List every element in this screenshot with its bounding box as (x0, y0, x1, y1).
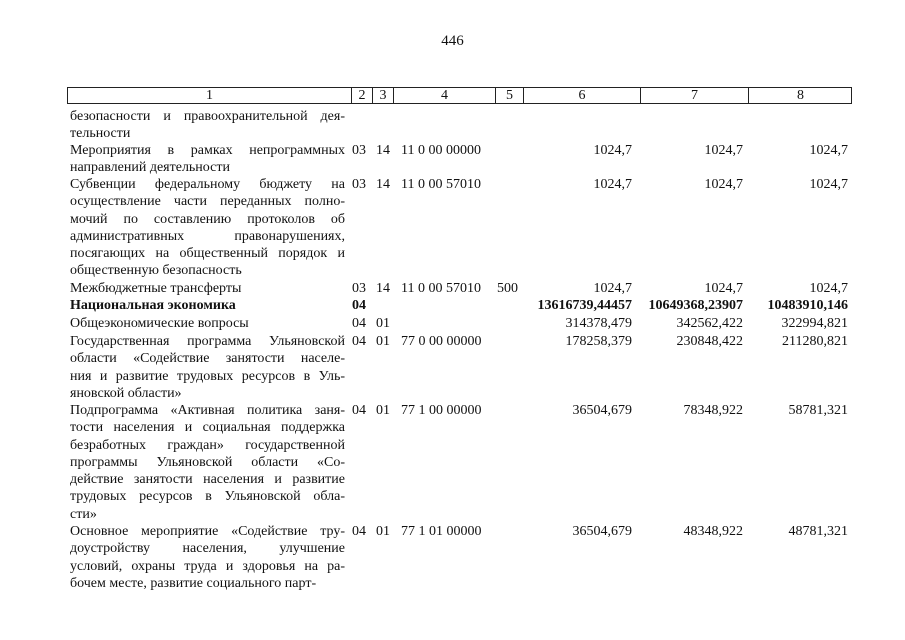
amount-col-7: 78348,922 (683, 403, 743, 418)
header-col-1: 1 (206, 88, 213, 103)
amount-col-7: 10649368,23907 (648, 298, 743, 313)
amount-col-8: 1024,7 (809, 143, 848, 158)
row-name (70, 176, 345, 280)
section-code: 04 (352, 334, 366, 349)
row-name (70, 108, 345, 143)
amount-col-7: 230848,422 (676, 334, 743, 349)
row-name-line: направлений деятельности (70, 160, 230, 176)
row-name-line: тости населения и социальная поддержка (70, 420, 345, 436)
row-name (70, 315, 345, 332)
row-name-line: административных правонарушениях, (70, 228, 345, 244)
header-col-8: 8 (748, 88, 852, 103)
row-name-line: трудовых ресурсов в Ульяновской обла- (70, 489, 345, 505)
row-name-line: области «Содействие занятости населе- (70, 351, 345, 367)
row-name-line: действие занятости населения и развитие (70, 472, 345, 488)
target-article: 77 0 00 00000 (401, 334, 482, 349)
expense-type: 500 (497, 281, 518, 296)
row-name-line: Межбюджетные трансферты (70, 281, 242, 296)
amount-col-7: 1024,7 (704, 177, 743, 192)
amount-col-6: 1024,7 (593, 177, 632, 192)
row-name-line: Основное мероприятие «Содействие тру- (70, 524, 345, 539)
table-header (67, 87, 852, 104)
row-name-line: общественную безопасность (70, 263, 242, 279)
amount-col-6: 13616739,44457 (537, 298, 632, 313)
amount-col-8: 48781,321 (788, 524, 848, 539)
header-col-6: 6 (523, 88, 640, 103)
section-code: 04 (352, 524, 366, 539)
amount-col-7: 1024,7 (704, 281, 743, 296)
row-name (70, 142, 345, 177)
subsection-code: 01 (376, 316, 390, 331)
amount-col-6: 36504,679 (572, 524, 632, 539)
row-name-line: Подпрограмма «Активная политика заня- (70, 403, 345, 418)
row-name-line: тельности (70, 126, 131, 142)
row-name-line: мочий по составлению протоколов об (70, 211, 345, 227)
subsection-code: 14 (376, 143, 390, 158)
row-name-line: программы Ульяновской области «Со- (70, 454, 345, 470)
section-code: 03 (352, 143, 366, 158)
amount-col-7: 1024,7 (704, 143, 743, 158)
row-name (70, 280, 345, 297)
amount-col-7: 342562,422 (676, 316, 743, 331)
amount-col-8: 1024,7 (809, 281, 848, 296)
section-code: 03 (352, 281, 366, 296)
row-name-line: доустройству населения, улучшение (70, 541, 345, 557)
row-name (70, 297, 345, 314)
section-code: 04 (352, 298, 366, 313)
header-col-7: 7 (640, 88, 748, 103)
amount-col-8: 58781,321 (788, 403, 848, 418)
target-article: 77 1 00 00000 (401, 403, 482, 418)
amount-col-6: 314378,479 (565, 316, 632, 331)
section-code: 03 (352, 177, 366, 192)
row-name-line: бочем месте, развитие социального парт- (70, 575, 317, 591)
amount-col-7: 48348,922 (683, 524, 743, 539)
row-name-line: условий, охраны труда и здоровья на ра- (70, 558, 345, 574)
row-name-line: Мероприятия в рамках непрограммных (70, 143, 345, 158)
row-name (70, 333, 345, 402)
target-article: 11 0 00 57010 (401, 177, 481, 192)
amount-col-6: 178258,379 (565, 334, 632, 349)
row-name-line: посягающих на общественный порядок и (70, 246, 345, 262)
row-name-line: безработных граждан» государственной (70, 437, 345, 453)
row-name (70, 523, 345, 592)
row-name-line: Государственная программа Ульяновской (70, 334, 345, 349)
row-name-line: Национальная экономика (70, 298, 236, 313)
amount-col-8: 10483910,146 (767, 298, 848, 313)
target-article: 11 0 00 57010 (401, 281, 481, 296)
amount-col-6: 1024,7 (593, 281, 632, 296)
header-col-2: 2 (351, 88, 372, 103)
row-name-line: Субвенции федеральному бюджету на (70, 177, 345, 192)
row-name-line: безопасности и правоохранительной дея- (70, 109, 345, 124)
row-name (70, 402, 345, 523)
target-article: 11 0 00 00000 (401, 143, 481, 158)
page-number: 446 (441, 33, 464, 49)
amount-col-8: 1024,7 (809, 177, 848, 192)
row-name-line: сти» (70, 506, 97, 522)
amount-col-6: 36504,679 (572, 403, 632, 418)
header-col-4: 4 (393, 88, 495, 103)
subsection-code: 01 (376, 403, 390, 418)
header-col-5: 5 (495, 88, 523, 103)
subsection-code: 01 (376, 524, 390, 539)
amount-col-6: 1024,7 (593, 143, 632, 158)
subsection-code: 01 (376, 334, 390, 349)
row-name-line: яновской области» (70, 385, 182, 401)
row-name-line: ния и развитие трудовых ресурсов в Уль- (70, 368, 345, 384)
subsection-code: 14 (376, 177, 390, 192)
amount-col-8: 322994,821 (781, 316, 848, 331)
header-col-3: 3 (372, 88, 393, 103)
target-article: 77 1 01 00000 (401, 524, 482, 539)
amount-col-8: 211280,821 (782, 334, 848, 349)
section-code: 04 (352, 403, 366, 418)
row-name-line: осуществление части переданных полно- (70, 194, 345, 210)
section-code: 04 (352, 316, 366, 331)
subsection-code: 14 (376, 281, 390, 296)
row-name-line: Общеэкономические вопросы (70, 316, 249, 331)
